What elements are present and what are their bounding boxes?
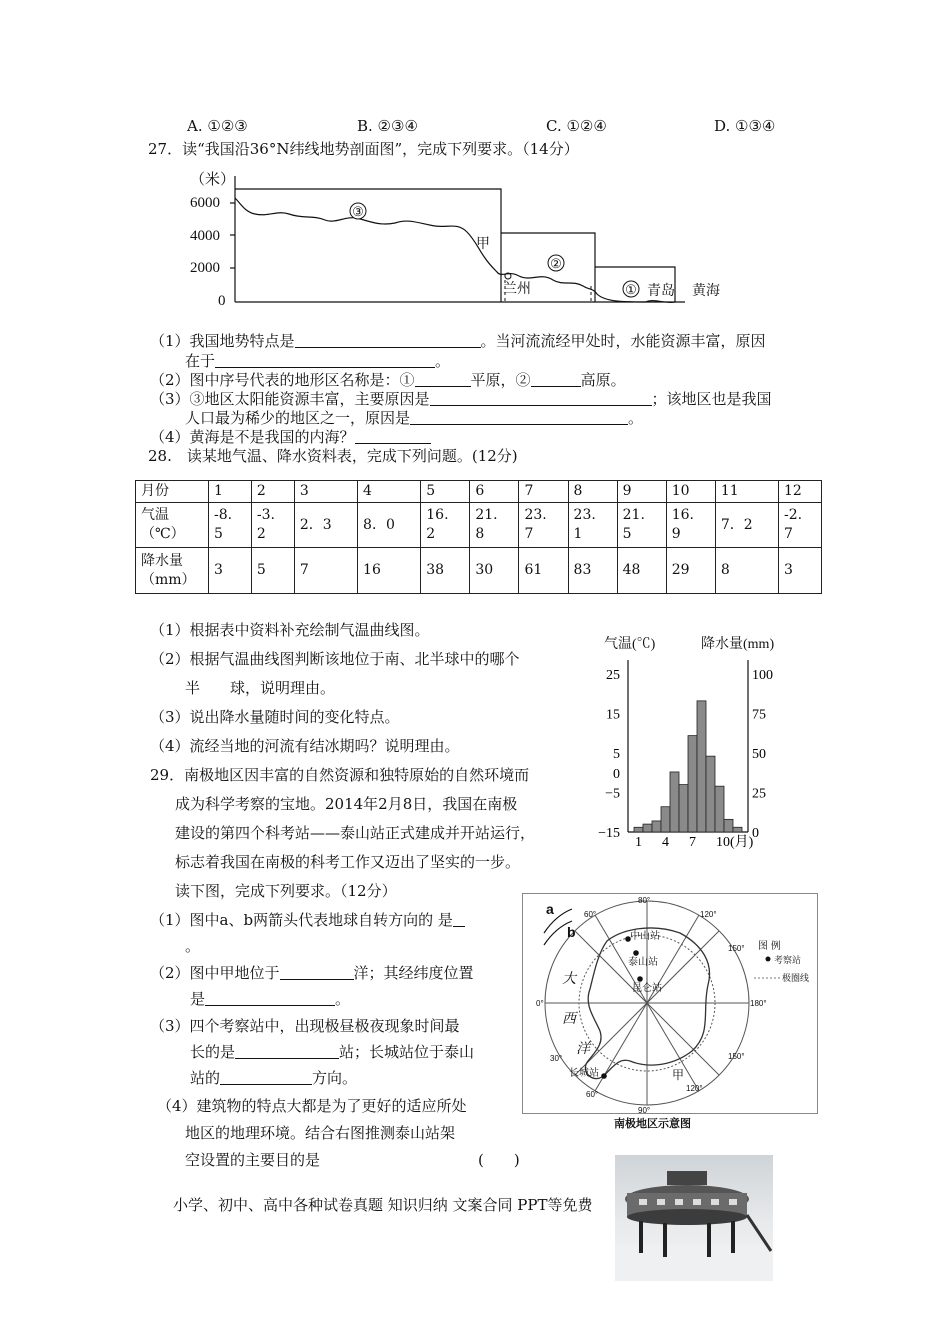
temp-cell (715, 503, 778, 548)
temp-text: 2 (256, 526, 266, 542)
precip-bar (706, 756, 715, 832)
precip-label-1: 降水量 (141, 552, 183, 569)
station-changcheng: 长城站 (569, 1068, 599, 1079)
right-tick-label: 25 (752, 786, 766, 802)
q27-l3a: （3）③地区太阳能资源丰富，主要原因是 (150, 390, 430, 408)
temp-text: -2. (784, 507, 803, 523)
temp-text: 2．3 (299, 516, 332, 533)
table-row-month (136, 481, 822, 503)
antarctica-map (522, 893, 818, 1133)
temp-cell (421, 503, 470, 548)
precip-cell: 30 (470, 548, 519, 594)
q26-option-b: B. ②③④ (357, 117, 418, 135)
station-changcheng-dot (601, 1073, 607, 1079)
precip-cell: 83 (568, 548, 617, 594)
profile-region1-label: ① (625, 282, 637, 297)
legend-station-dot (766, 957, 771, 962)
q27-l2a: （2）图中序号代表的地形区名称是：① (150, 371, 415, 389)
q29-answer-paren: ( ) (478, 1151, 520, 1169)
month-cell: 2 (251, 481, 294, 503)
precip-cell: 3 (779, 548, 822, 594)
precip-bar (715, 786, 724, 832)
month-cell: 12 (779, 481, 822, 503)
q27-line1 (150, 330, 766, 351)
month-cell: 11 (715, 481, 778, 503)
q27-blank-1[interactable] (295, 333, 481, 348)
temp-text: 2 (426, 526, 436, 542)
x-tick-label: 10(月) (716, 835, 754, 850)
q27-l1a: （1）我国地势特点是 (150, 332, 295, 350)
left-tick-label: 15 (606, 707, 620, 723)
q29-intro-3: 建设的第四个科考站——泰山站正式建成并开站运行， (175, 824, 536, 842)
q29-blank-1[interactable] (453, 912, 465, 927)
precip-bar (643, 824, 652, 832)
map-ocean-char-1: 大 (562, 972, 576, 987)
q27-blank-5[interactable] (430, 391, 652, 406)
left-tick-label: −5 (605, 786, 620, 802)
map-lon-180: 180° (750, 999, 767, 1008)
precip-cell: 29 (666, 548, 715, 594)
profile-region2-label: ② (550, 256, 562, 271)
temp-text: 5 (622, 526, 632, 542)
station-taishan: 泰山站 (628, 957, 658, 968)
profile-region3-label: ③ (352, 204, 364, 219)
q29-sub3-text-e: 方向。 (312, 1069, 358, 1087)
q27-blank-7[interactable] (355, 429, 431, 444)
q27-blank-6[interactable] (410, 410, 628, 425)
profile-qingdao-label: 青岛 (647, 284, 675, 299)
precip-cell: 48 (617, 548, 666, 594)
temp-text: 9 (671, 526, 681, 542)
station-kunlun-dot (637, 976, 643, 982)
q27-title: 27．读“我国沿36°N纬线地势剖面图”，完成下列要求。（14分） (148, 140, 579, 158)
temp-text: 16. (426, 507, 449, 523)
table-row-temperature (136, 503, 822, 548)
profile-tick-4000: 4000 (190, 228, 220, 244)
map-lon-150b: 150° (728, 1052, 745, 1061)
right-tick-label: 0 (752, 826, 759, 841)
map-lon-0: 0° (536, 999, 544, 1008)
month-cell: 3 (294, 481, 357, 503)
profile-tick-6000: 6000 (190, 195, 220, 211)
chart-left-axis-label: 气温(℃) (604, 637, 656, 652)
temp-text: 16. (671, 507, 694, 523)
map-ocean-char-3: 洋 (576, 1042, 590, 1057)
temp-text: 23. (524, 507, 547, 523)
left-tick-label: 5 (613, 747, 620, 762)
legend-circle-label: 极圈线 (782, 973, 810, 983)
map-arrow-b: b (567, 924, 576, 940)
q29-blank-4[interactable] (235, 1044, 339, 1059)
q27-line3 (150, 388, 772, 409)
q27-l2c: 高原。 (580, 371, 626, 389)
q26-option-d: D. ①③④ (714, 117, 776, 135)
temp-cell (779, 503, 822, 548)
q28-sub1: （1）根据表中资料补充绘制气温曲线图。 (150, 621, 430, 639)
right-tick-label: 75 (752, 707, 766, 723)
q29-sub2 (150, 962, 474, 983)
precip-bar (652, 821, 661, 832)
q29-intro-2: 成为科学考察的宝地。2014年2月8日，我国在南极 (175, 795, 518, 813)
temp-text: 1 (573, 526, 583, 542)
profile-jia-label: 甲 (476, 237, 490, 252)
q29-sub2-text-a: （2）图中甲地位于 (150, 964, 280, 982)
x-tick-label: 1 (635, 835, 642, 850)
temp-cell (251, 503, 294, 548)
q27-line3-cont (185, 407, 643, 428)
footer-text: 小学、初中、高中各种试卷真题 知识归纳 文案合同 PPT等免费 (173, 1196, 593, 1214)
q28-sub3: （3）说出降水量随时间的变化特点。 (150, 708, 400, 726)
q27-l4: （4）黄海是不是我国的内海？ (150, 428, 355, 446)
map-lon-60b: 60° (586, 1090, 599, 1099)
profile-huanghai-label: 黄海 (692, 284, 720, 299)
precip-bar (634, 827, 643, 832)
profile-tick-2000: 2000 (190, 260, 220, 276)
month-cell: 1 (209, 481, 252, 503)
q27-l1b: 。当河流流经甲处时，水能资源丰富，原因 (480, 332, 766, 350)
precip-bar (697, 701, 706, 832)
q29-intro-1: 29．南极地区因丰富的自然资源和独特原始的自然环境而 (150, 766, 530, 784)
climate-data-table (135, 480, 822, 594)
map-jia-label: 甲 (672, 1068, 685, 1082)
temp-text: 7 (524, 526, 534, 542)
q29-sub2-cont (190, 988, 350, 1009)
precip-bar (724, 819, 733, 832)
climate-chart (590, 630, 805, 850)
q27-blank-4[interactable] (531, 372, 581, 387)
temp-cell (666, 503, 715, 548)
q29-sub2-text-d: 。 (335, 990, 351, 1008)
q29-sub3-text-d: 站的 (190, 1069, 221, 1087)
month-cell: 6 (470, 481, 519, 503)
temp-text: -8. (214, 507, 233, 523)
station-taishan-dot (633, 950, 639, 956)
precip-cell: 38 (421, 548, 470, 594)
q29-sub2-text-c: 是 (190, 990, 206, 1008)
precip-cell: 16 (358, 548, 421, 594)
q27-blank-3[interactable] (415, 372, 471, 387)
map-lon-150: 150° (728, 944, 745, 953)
temp-text: 7．2 (720, 516, 753, 533)
right-tick-label: 50 (752, 747, 766, 762)
temp-text: 7 (784, 526, 793, 542)
map-lon-80: 80° (638, 896, 651, 905)
q27-line2 (150, 369, 626, 390)
precip-cell: 8 (715, 548, 778, 594)
precip-bar (688, 736, 697, 832)
precip-cell: 3 (209, 548, 252, 594)
q27-blank-2[interactable] (215, 353, 435, 368)
q28-sub2a: （2）根据气温曲线图判断该地位于南、北半球中的哪个 (150, 650, 520, 668)
station-kunlun: 昆仑站 (632, 983, 662, 994)
q27-line4 (150, 426, 431, 447)
precip-bar (661, 807, 670, 832)
q29-blank-2[interactable] (280, 965, 354, 980)
station-building-drawing (615, 1155, 773, 1281)
q27-l1c: 在于 (185, 352, 216, 370)
q27-l1d: 。 (435, 352, 451, 370)
q26-option-a: A. ①②③ (187, 117, 248, 135)
q29-intro-5: 读下图，完成下列要求。（12分） (175, 882, 397, 900)
precip-bar (670, 772, 679, 832)
map-caption: 南极地区示意图 (614, 1118, 691, 1130)
right-tick-label: 100 (752, 668, 773, 683)
temp-text: 5 (214, 526, 223, 542)
month-cell: 4 (358, 481, 421, 503)
q29-sub3-cont (190, 1041, 474, 1062)
temp-label-2: （℃） (141, 526, 185, 542)
legend-title: 图 例 (758, 941, 781, 952)
left-tick-label: 25 (606, 668, 620, 683)
q28-title: 28. 读某地气温、降水资料表，完成下列问题。(12分) (148, 447, 518, 465)
temp-cell (519, 503, 568, 548)
temp-cell (568, 503, 617, 548)
q27-line1-cont (185, 350, 450, 371)
q29-sub1-text: （1）图中a、b两箭头代表地球自转方向的 是 (150, 911, 453, 929)
precip-header (136, 548, 209, 594)
q29-sub4c (185, 1149, 320, 1170)
q29-sub1-end: 。 (185, 937, 201, 955)
month-cell: 7 (519, 481, 568, 503)
q29-sub2-text-b: 洋；其经纬度位置 (353, 964, 474, 982)
taishan-station-photo (615, 1155, 773, 1281)
q26-option-c: C. ①②④ (546, 117, 607, 135)
q28-sub2b: 半 球，说明理由。 (185, 679, 336, 697)
station-zhongshan: 中山站 (630, 931, 660, 942)
precip-bar (733, 827, 742, 832)
x-tick-label: 7 (689, 835, 696, 850)
month-cell: 5 (421, 481, 470, 503)
table-row-precipitation (136, 548, 822, 594)
map-lon-120b: 120° (686, 1084, 703, 1093)
temp-text: 21. (475, 507, 498, 523)
x-tick-label: 4 (662, 835, 669, 850)
temp-text: 8．0 (363, 516, 395, 533)
map-lon-60: 60° (584, 910, 597, 919)
month-cell: 8 (568, 481, 617, 503)
q29-sub4a: （4）建筑物的特点大都是为了更好的适应所处 (157, 1097, 467, 1115)
precip-cell: 5 (251, 548, 294, 594)
q27-l3b: ；该地区也是我国 (651, 390, 772, 408)
map-arrow-a: a (546, 901, 554, 917)
q27-l3d: 。 (628, 409, 644, 427)
map-ocean-char-2: 西 (562, 1012, 576, 1027)
temp-cell (470, 503, 519, 548)
precip-label-2: （mm） (141, 571, 196, 588)
q29-sub3-cont2 (190, 1067, 357, 1088)
temperature-header (136, 503, 209, 548)
temp-cell (209, 503, 252, 548)
q28-sub4: （4）流经当地的河流有结冰期吗？说明理由。 (150, 737, 460, 755)
q29-sub4b: 地区的地理环境。结合右图推测泰山站架 (185, 1124, 456, 1142)
terrain-profile-diagram (185, 168, 745, 313)
q29-sub4-text: 空设置的主要目的是 (185, 1151, 321, 1169)
temp-text: -3. (256, 507, 276, 523)
precip-bar (679, 785, 688, 832)
temp-cell (358, 503, 421, 548)
left-tick-label: 0 (613, 766, 620, 782)
profile-lanzhou-label: 兰州 (503, 282, 531, 297)
precip-cell: 61 (519, 548, 568, 594)
chart-right-axis-label: 降水量(mm) (701, 637, 775, 652)
q27-l3c: 人口最为稀少的地区之一，原因是 (185, 409, 411, 427)
q29-sub3: （3）四个考察站中，出现极昼极夜现象时间最 (150, 1017, 460, 1035)
map-lon-90: 90° (638, 1106, 651, 1115)
map-lon-30: 30° (550, 1054, 563, 1063)
temp-cell (617, 503, 666, 548)
temp-label-1: 气温 (141, 507, 169, 523)
profile-tick-0: 0 (218, 293, 226, 309)
q29-intro-4: 标志着我国在南极的科考工作又迈出了坚实的一步。 (175, 853, 521, 871)
map-lon-120: 120° (700, 910, 717, 919)
precip-cell: 7 (294, 548, 357, 594)
q29-sub1 (150, 909, 465, 930)
temp-text: 21. (622, 507, 645, 523)
q29-blank-5[interactable] (220, 1070, 312, 1085)
month-cell: 10 (666, 481, 715, 503)
month-cell: 9 (617, 481, 666, 503)
q29-blank-3[interactable] (205, 991, 335, 1006)
left-tick-label: −15 (598, 826, 620, 841)
temp-text: 23. (573, 507, 596, 523)
q29-sub3-text-b: 长的是 (190, 1043, 236, 1061)
q27-l2b: 平原，② (470, 371, 531, 389)
q29-sub3-text-c: 站；长城站位于泰山 (339, 1043, 475, 1061)
month-header: 月份 (136, 481, 209, 503)
legend-station-label: 考察站 (774, 955, 802, 965)
temp-text: 8 (475, 526, 485, 542)
profile-unit-label: （米） (190, 172, 236, 188)
temp-cell (294, 503, 357, 548)
